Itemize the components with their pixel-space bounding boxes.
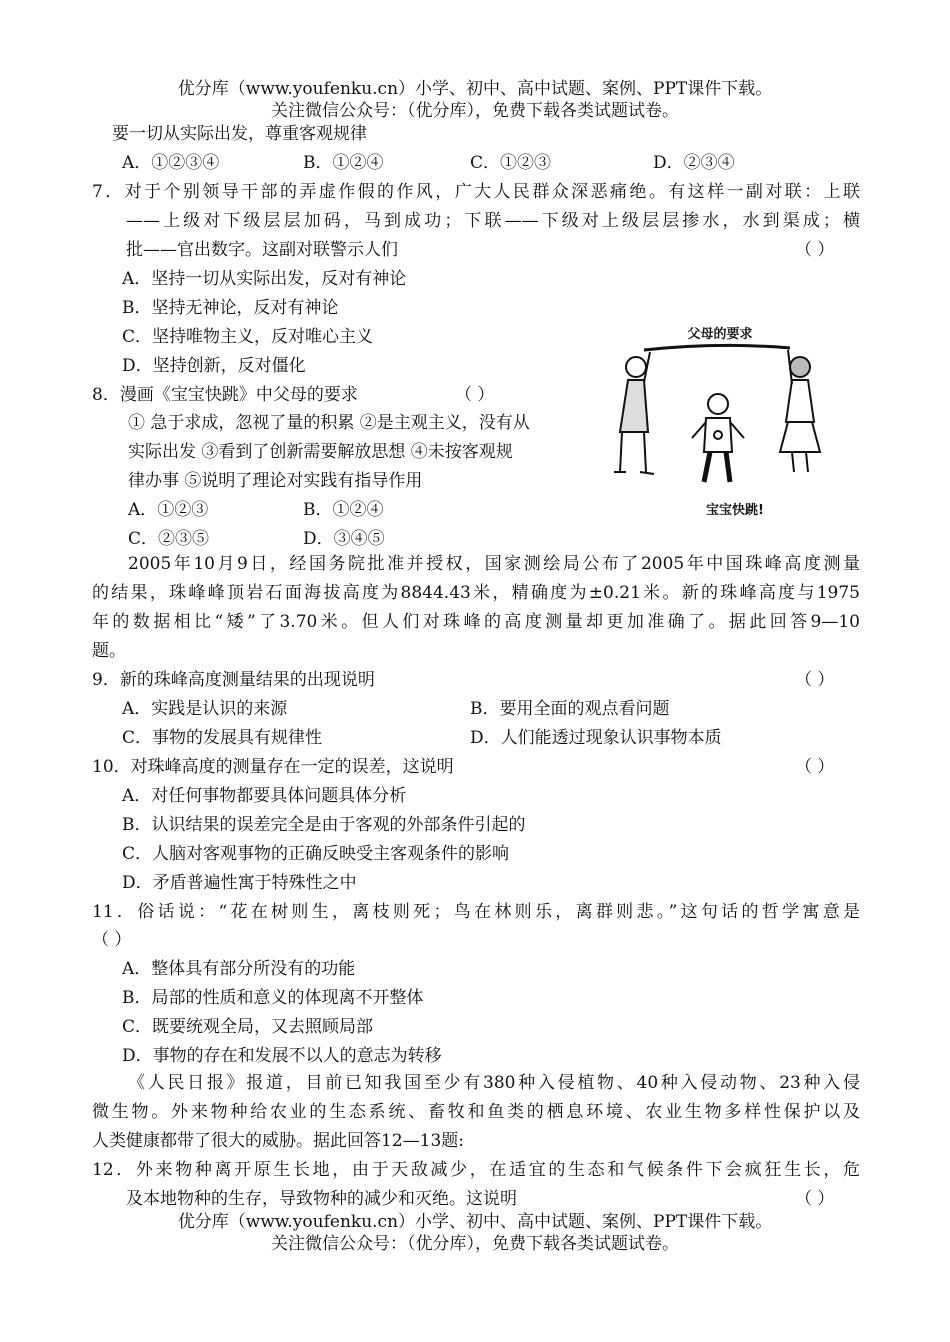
q8-option-a: A．①②③	[128, 500, 209, 520]
q12-stem-line-2: 及本地物种的生存，导致物种的减少和灭绝。这说明	[126, 1189, 517, 1209]
para1-line-3: 年的数据相比“矮”了3.70米。但人们对珠峰的高度测量却更加准确了。据此回答9—10	[92, 612, 860, 632]
para2-line-3: 人类健康都带了很大的威胁。据此回答12—13题:	[92, 1131, 464, 1151]
q7-option-c: C．坚持唯物主义，反对唯心主义	[122, 327, 374, 347]
q9-answer-paren: （ ）	[795, 670, 835, 690]
footer-line-1: 优分库（www.youfenku.cn）小学、初中、高中试题、案例、PPT课件下载。	[177, 1212, 773, 1232]
q8-stem: 8．漫画《宝宝快跳》中父母的要求	[92, 385, 358, 405]
para1-line-1: 2005年10月9日，经国务院批准并授权，国家测绘局公布了2005年中国珠峰高度测量	[128, 554, 860, 574]
q6-option-b: B．①②④	[303, 153, 384, 173]
q10-answer-paren: （ ）	[795, 757, 835, 777]
question-6-stem-end: 要一切从实际出发，尊重客观规律	[112, 124, 367, 144]
q8-desc-line-3: 律办事 ⑤说明了理论对实践有指导作用	[128, 471, 423, 491]
q7-stem-line-3: 批——官出数字。这副对联警示人们	[126, 240, 398, 260]
q11-option-a: A．整体具有部分所没有的功能	[122, 959, 356, 979]
q11-answer-paren: （ ）	[92, 930, 132, 950]
q10-option-a: A．对任何事物都要具体问题具体分析	[122, 786, 407, 806]
q11-option-c: C．既要统观全局，又去照顾局部	[122, 1017, 374, 1037]
q10-option-b: B．认识结果的误差完全是由于客观的外部条件引起的	[122, 815, 526, 835]
para2-line-2: 微生物。外来物种给农业的生态系统、畜牧和鱼类的栖息环境、农业生物多样性保护以及	[92, 1102, 860, 1122]
q11-option-d: D．事物的存在和发展不以人的意志为转移	[122, 1046, 442, 1066]
q8-answer-paren: （ ）	[455, 385, 495, 405]
mother-figure	[780, 350, 820, 472]
q10-stem: 10．对珠峰高度的测量存在一定的误差，这说明	[92, 757, 454, 777]
q9-option-d: D．人们能透过现象认识事物本质	[470, 728, 722, 748]
q11-option-b: B．局部的性质和意义的体现离不开整体	[122, 988, 424, 1008]
footer-line-2: 关注微信公众号：（优分库），免费下载各类试题试卷。	[271, 1234, 679, 1254]
cartoon-illustration	[600, 322, 840, 522]
q7-stem-line-1: 7．对于个别领导干部的弄虚作假的作风，广大人民群众深恶痛绝。有这样一副对联：上联	[92, 182, 860, 202]
q9-option-c: C．事物的发展具有规律性	[122, 728, 323, 748]
header-line-2: 关注微信公众号：（优分库），免费下载各类试题试卷。	[271, 101, 679, 121]
father-figure	[614, 352, 654, 474]
q6-option-c: C．①②③	[470, 153, 552, 173]
q7-answer-paren: （ ）	[795, 240, 835, 260]
para1-line-4: 题。	[92, 641, 126, 661]
q9-option-a: A．实践是认识的来源	[122, 699, 288, 719]
q11-stem: 11．俗话说：“花在树则生，离枝则死；鸟在林则乐，离群则悲。”这句话的哲学寓意是	[92, 902, 860, 922]
q12-answer-paren: （ ）	[795, 1189, 835, 1209]
cartoon-baby-jump	[600, 322, 840, 522]
para2-line-1: 《人民日报》报道，目前已知我国至少有380种入侵植物、40种入侵动物、23种入侵	[128, 1073, 860, 1093]
header-line-1: 优分库（www.youfenku.cn）小学、初中、高中试题、案例、PPT课件下载。	[177, 79, 773, 99]
q8-desc-line-1: ① 急于求成，忽视了量的积累 ②是主观主义，没有从	[128, 413, 530, 433]
q9-option-b: B．要用全面的观点看问题	[470, 699, 670, 719]
q7-option-a: A．坚持一切从实际出发，反对有神论	[122, 269, 407, 289]
para1-line-2: 的结果，珠峰峰顶岩石面海拔高度为8844.43米，精确度为±0.21米。新的珠峰高度与1975	[92, 583, 860, 603]
q6-option-a: A．①②③④	[122, 153, 220, 173]
q7-option-d: D．坚持创新，反对僵化	[122, 356, 306, 376]
q7-stem-line-2: ——上级对下级层层加码，马到成功；下联——下级对上级层层掺水，水到渠成；横	[126, 211, 860, 231]
q8-option-d: D．③④⑤	[303, 529, 385, 549]
q8-option-c: C．②③⑤	[128, 529, 210, 549]
q9-stem: 9．新的珠峰高度测量结果的出现说明	[92, 670, 375, 690]
q10-option-c: C．人脑对客观事物的正确反映受主客观条件的影响	[122, 844, 510, 864]
q10-option-d: D．矛盾普遍性寓于特殊性之中	[122, 873, 357, 893]
q6-option-d: D．②③④	[653, 153, 735, 173]
q8-desc-line-2: 实际出发 ③看到了创新需要解放思想 ④未按客观规	[128, 442, 513, 462]
cartoon-caption-top: 父母的要求	[687, 327, 753, 342]
cartoon-caption-bottom: 宝宝快跳!	[706, 503, 764, 518]
q8-option-b: B．①②④	[303, 500, 384, 520]
child-figure	[692, 394, 744, 482]
q7-option-b: B．坚持无神论，反对有神论	[122, 298, 339, 318]
q12-stem-line-1: 12．外来物种离开原生长地，由于天敌减少，在适宜的生态和气候条件下会疯狂生长，危	[92, 1160, 860, 1180]
